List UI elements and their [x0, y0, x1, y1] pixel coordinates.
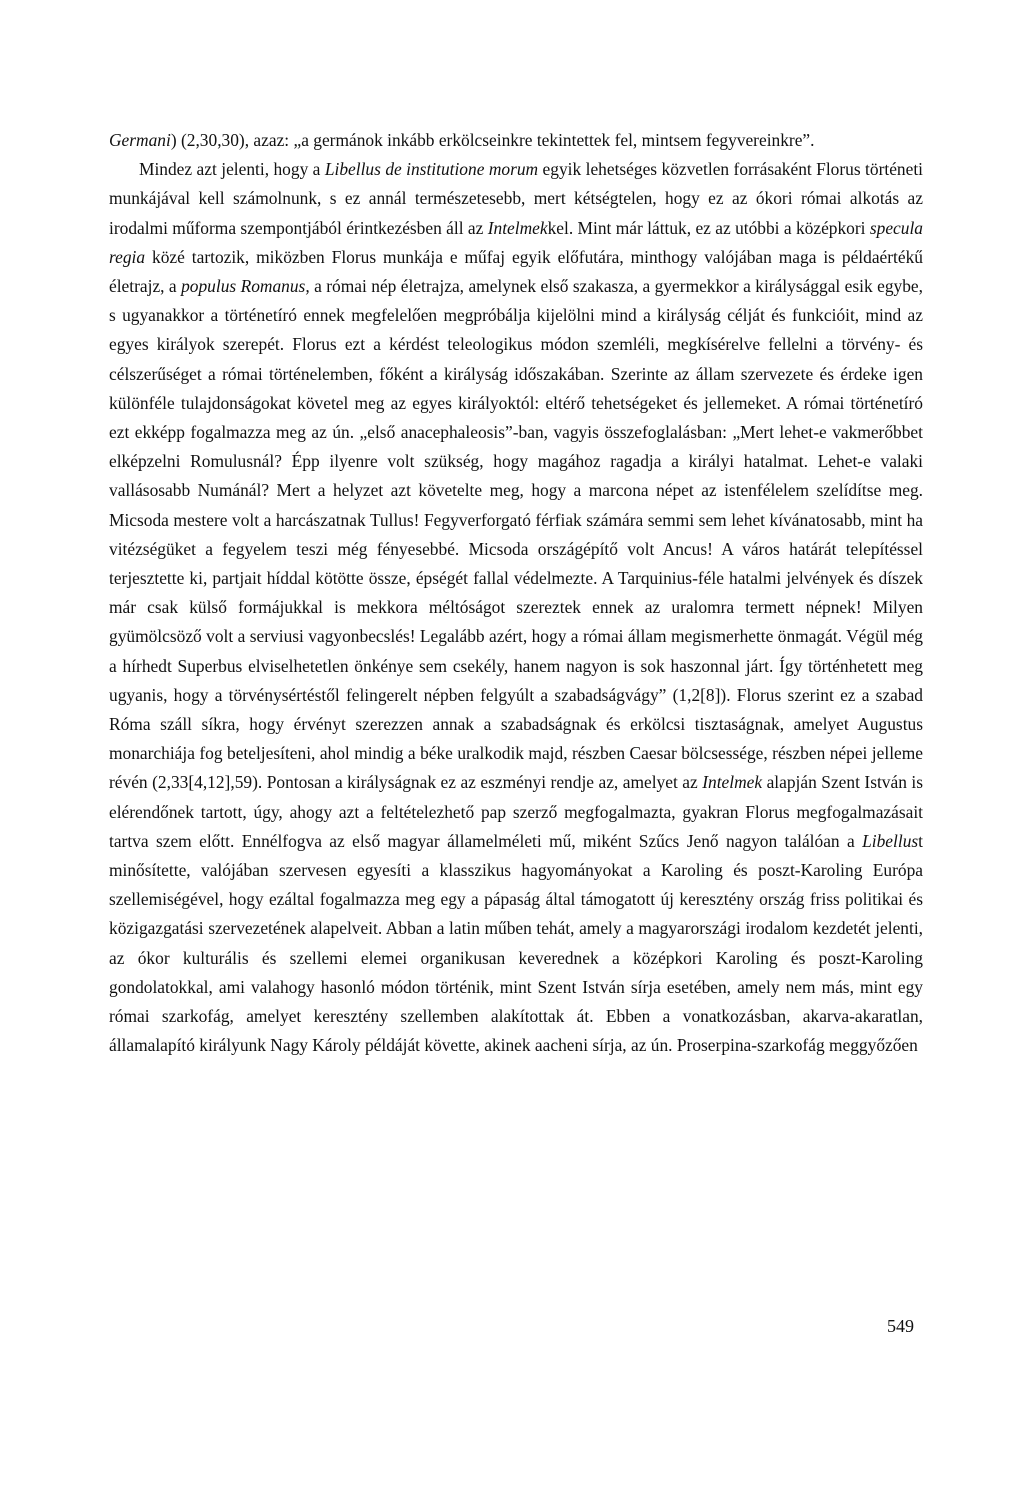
text-run: közé tartozik, miközben Florus munkája e műfaj egyik előfutára, minthogy valójában maga is példaértékű életrajz, a: [109, 246, 923, 297]
text-run: alapján Szent István is elérendőnek tartott, úgy, ahogy azt a feltételezhető pap szerző megfogalmazta, gyakran Florus megfogalmazásait tartva szem előtt. Ennélfogva az első magyar államelméleti mű, miként Szűcs Jenő nagyon találóan a: [109, 772, 923, 851]
text-run: kel. Mint már láttuk, ez az utóbbi a középkori: [547, 217, 870, 238]
text-run: t minősítette, valójában szervesen egyesíti a klasszikus hagyományokat a Karoling és poszt-Karoling Európa szellemiségével, hogy ezáltal fogalmazza meg egy a pápaság által támogatott új keresztény ország friss politikai és közigazgatási szervezetének alapelveit. Abban a latin műben tehát, amely a magyarországi irodalom kezdetét jelenti, az ókor kulturális és szellemi elemei organikusan keverednek a középkori Karoling és poszt-Karoling gondolatokkal, ami valahogy hasonló módon történik, mint Szent István sírja esetében, amely nem más, mint egy római szarkofág, amelyet keresztény szellemben alakítottak át. Ebben a vonatkozásban, akarva-akaratlan, államalapító királyunk Nagy Károly példáját követte, akinek aacheni sírja, az ún. Proserpina-szarkofág meggyőzően: [109, 830, 923, 1056]
page-number: 549: [887, 1316, 914, 1336]
italic-term: Intelmek: [702, 772, 763, 793]
italic-term: Intelmek: [487, 217, 548, 238]
italic-term: specula regia: [109, 217, 923, 267]
italic-term: populus Romanus,: [181, 276, 310, 297]
paragraph-1: [109, 126, 923, 155]
italic-term: Libellus: [862, 830, 919, 851]
text-run: egyik lehetséges közvetlen forrásaként Florus történeti munkájával kell számolnunk, s ez annál természetesebb, mert kétségtelen, hogy ez az ókori római alkotás az irodalmi műforma szempontjából érintkezésben áll az: [109, 159, 923, 238]
text-run: Mindez azt jelenti, hogy a: [139, 159, 325, 180]
italic-term: Libellus de institutione morum: [324, 159, 539, 180]
text-run: a római nép életrajza, amelynek első szakasza, a gyermekkor a királysággal esik egybe, s ugyanakkor a történetíró ennek megfelelően megpróbálja kijelölni mind a királyság célját és funkcióit, mind az egyes királyok szerepét. Florus ezt a kérdést teleologikus módon szemléli, megkísérelve fellelni a törvény- és célszerűséget a római történelemben, főként a királyság időszakában. Szerinte az állam szervezete és érdeke igen különféle tulajdonságokat követel meg az egyes királyoktól: eltérő tehetségeket és jellemeket. A római történetíró ezt ekképp fogalmazza meg az ún. „első anacephaleosis”-ban, vagyis összefoglalásban: „Mert lehet-e vakmerőbbet elképzelni Romulusnál? Épp ilyenre volt szükség, hogy magához ragadja a királyi hatalmat. Lehet-e valaki vallásosabb Numánál? Mert a helyzet azt követelte meg, hogy a marcona népet az istenfélelem szelídítse meg. Micsoda mestere volt a harcászatnak Tullus! Fegyverforgató férfiak számára semmi sem lehet kívánatosabb, mint ha vitézségüket a fegyelem teszi még fényesebbé. Micsoda országépítő volt Ancus! A város határát telepítéssel terjesztette ki, partjait híddal kötötte össze, épségét fallal védelmezte. A Tarquinius-féle hatalmi jelvények és díszek már csak külső formájukkal is mekkora méltóságot szereztek ennek az uralomra termett népnek! Milyen gyümölcsöző volt a serviusi vagyonbecslés! Legalább azért, hogy a római állam megismerhette önmagát. Végül még a hírhedt Superbus elviselhetetlen önkénye sem csekély, hanem nagyon is sok haszonnal járt. Így történhetett meg ugyanis, hogy a törvénysértéstől felingerelt népben felgyúlt a szabadságvágy” (1,2[8]). Florus szerint ez a szabad Róma száll síkra, hogy érvényt szerezzen annak a szabadságnak és erkölcsi tisztaságnak, amelyet Augustus monarchiája fog beteljesíteni, ahol mindig a béke uralkodik majd, részben Caesar bölcsessége, részben népei jelleme révén (2,33[4,12],59). Pontosan a királyságnak ez az eszményi rendje az, amelyet az: [109, 276, 923, 793]
paragraph-2: [109, 155, 923, 1060]
italic-term: Germani: [109, 130, 171, 150]
text-run: ) (2,30,30), azaz: „a germánok inkább erkölcseinkre tekintettek fel, mintsem fegyvereinkre”.: [170, 130, 815, 150]
page-body: [109, 126, 923, 1061]
